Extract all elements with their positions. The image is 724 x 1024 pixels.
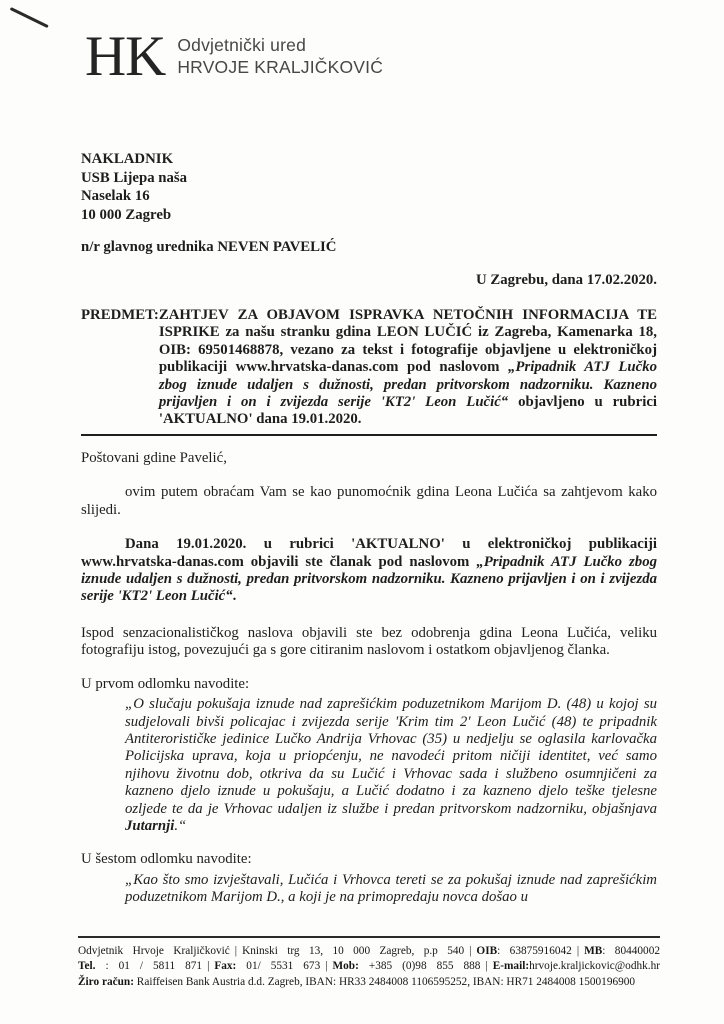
separator: |	[207, 960, 210, 973]
subject-block	[81, 307, 657, 436]
subject-text	[159, 307, 657, 429]
separator: |	[234, 945, 238, 957]
recipient-line: NAKLADNIK	[81, 151, 174, 168]
footer-oib-label: OIB	[476, 945, 498, 957]
subject-label: PREDMET:	[81, 307, 159, 324]
p2-part3: .	[232, 588, 237, 605]
p2-article-title: „Pripadnik ATJ Lučko zbog iznude udaljen s dužnosti, predan pritvorskom nadzorniku. Kazneno prijavljen i on i zvijezda serije 'KT2' Leon Lučić“	[81, 553, 657, 605]
quote2-block: „Kao što smo izvještavali, Lučića i Vrhovca tereti se za pokušaj iznude nad zaprešićkim poduzetnikom Marijom D., a koji je na primopredaju novca došao u	[125, 871, 657, 906]
p2-part1: Dana 19.01.2020. u rubrici 'AKTUALNO' u elektroničkoj publikaciji www.hrvatska-danas.com objavili ste članak pod naslovom	[81, 536, 657, 570]
letterhead	[81, 25, 657, 88]
letter-content	[81, 0, 657, 907]
footer-giro-label: Žiro račun:	[78, 975, 134, 988]
quote1-block	[125, 696, 657, 835]
recipient-block	[81, 150, 657, 224]
footer-email-value: hrvoje.kraljickovic@odhk.hr	[529, 960, 660, 973]
paragraph-photo: Ispod senzacionalističkog naslova objavili ste bez odobrenja gdina Leona Lučića, veliku fotografiju istog, povezujući ga s gore citiranim naslovom i ostatkom objavljenog članka.	[81, 624, 657, 659]
footer-giro-value: Raiffeisen Bank Austria d.d. Zagreb, IBAN: HR33 2484008 1106595252, IBAN: HR71 2484008 1500196900	[133, 975, 636, 988]
office-line1: Odvjetnički ured	[177, 35, 307, 55]
recipient-line: Naselak 16	[81, 188, 150, 205]
footer-address: Kninski trg 13, 10 000 Zagreb, p.p 540	[242, 945, 465, 957]
footer-fax-value: 01/ 5531 673	[236, 960, 321, 973]
salutation: Poštovani gdine Pavelić,	[81, 449, 227, 466]
quote2-label: U šestom odlomku navodite:	[81, 851, 252, 868]
footer-attorney-name: Odvjetnik Hrvoje Kraljičković	[78, 945, 230, 957]
scan-artifact-line	[10, 7, 49, 28]
footer-line2	[78, 959, 660, 974]
logo-hk: HK	[85, 25, 166, 88]
footer-oib-value: : 63875916042	[497, 945, 572, 957]
footer-mob-label: Mob:	[332, 960, 359, 973]
separator: |	[576, 945, 580, 957]
footer-mb-value: : 80440002	[602, 945, 660, 957]
paragraph-publication	[81, 536, 657, 606]
attention-line: n/r glavnog urednika NEVEN PAVELIĆ	[81, 238, 337, 255]
separator: |	[485, 960, 488, 973]
dateline: U Zagrebu, dana 17.02.2020.	[475, 272, 657, 289]
office-name	[177, 34, 383, 78]
subject-part3: objavljeno u rubrici 'AKTUALNO' dana 19.01.2020.	[158, 394, 658, 428]
subject-part1: ZAHTJEV ZA OBJAVOM ISPRAVKA NETOČNIH INFORMACIJA TE ISPRIKE za našu stranku gdina LEON LUČIĆ iz Zagreba, Kamenarka 18, OIB: 69501468878, vezano za tekst i fotografije objavljene u elektroničkoj publikaciji www.hrvatska-danas.com pod naslovom	[158, 307, 657, 376]
footer-line3	[78, 975, 660, 990]
quote1-end: .“	[174, 817, 187, 834]
footer-mob-value: +385 (0)98 855 888	[358, 960, 481, 973]
quote1-source: Jutarnji	[125, 817, 175, 834]
recipient-line: 10 000 Zagreb	[81, 206, 172, 223]
subject-article-title: „Pripadnik ATJ Lučko zbog iznude udaljen s dužnosti, predan pritvorskom nadzorniku. Kazneno prijavljen i on i zvijezda serije 'KT2' Leon Lučić“	[158, 359, 657, 411]
separator: |	[469, 945, 472, 957]
footer-line1	[78, 944, 660, 959]
recipient-line: USB Lijepa naša	[81, 169, 188, 186]
footer-fax-label: Fax:	[214, 960, 237, 973]
letter-footer	[78, 936, 660, 990]
footer-tel-value: : 01 / 5811 871	[95, 960, 203, 973]
quote1-label: U prvom odlomku navodite:	[81, 675, 250, 692]
quote1-text: „O slučaju pokušaja iznude nad zaprešićkim poduzetnikom Marijom D. (48) u kojoj su sudjelovali bivši policajac i zvijezda serije 'Krim tim 2' Leon Lučić (48) te pripadnik Antiterorističke jedinice Lučko Andrija Vrhovac (35) u nedjelju se oglasila karlovačka Policijska uprava, koja u priopćenju, ne navodeći pritom ničiji identitet, već samo njihovu životnu dob, otkriva da su Lučić i Vrhovac sada i službeno osumnjičeni za kazneno djelo iznude u pokušaju, a Lučić dodatno i za kazneno djelo teške tjelesne ozljede te da je Vrhovac udaljen iz službe i predan pritvorskom nadzorniku, objašnjava	[125, 696, 657, 817]
footer-mb-label: MB	[584, 945, 603, 957]
paragraph-intro: ovim putem obraćam Vam se kao punomoćnik gdina Leona Lučića sa zahtjevom kako slijedi.	[81, 484, 657, 518]
footer-tel-label: Tel.	[78, 960, 96, 973]
separator: |	[325, 960, 328, 973]
office-line2: HRVOJE KRALJIČKOVIĆ	[177, 57, 384, 77]
footer-email-label: E-mail:	[492, 960, 530, 973]
